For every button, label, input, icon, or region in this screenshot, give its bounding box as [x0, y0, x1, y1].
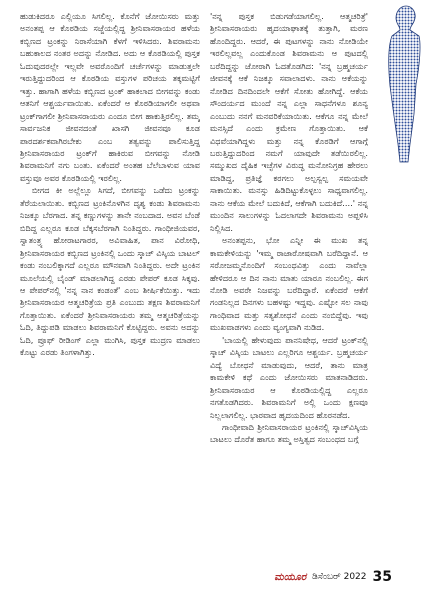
paragraph: ಗಾಂಧೀವಾದಿ ಶ್ರೀನಿವಾಸರಾಯರ ಟ್ರಂಕಿನಲ್ಲಿ ಸ್ಕಾಚ್‌ವಿಸ್ಕಿಯ ಬಾಟಲು ದೊರೆತ ಹಾಗೂ ತಮ್ಮ ಅಸ್ತಿತ್ವದ ಸಂಬಂಧದ ಬಗ್ಗೆ: [210, 421, 368, 445]
paragraph: 'ಬಾಯಲ್ಲಿ ಹೇಳುವುದು ಪಾನನಿಷೇಧ, ಆದರೆ ಟ್ರಂಕ್‌ನಲ್ಲಿ ಸ್ಕಾಚ್ ವಿಸ್ಕಿಯ ಬಾಟಲು ಎಲ್ಲರಿಗೂ ಆಶ್ಚರ್ಯ. ಬ್ರಹ್ಮಚರ್ಯ ವಿದ್ಯೆ ಬೋಧನೆ ಮಾಡುವುದು, ಆದರೆ, ತಾನು ಮಾತ್ರ ಕಾಮಕೇಳಿ ಕಥೆ ಎಂದು ಜೋಯಿಸರು ಮಾತನಾಡಿದರು. ಶ್ರೀನಿವಾಸರಾಯರ ಆ ಕೊಠಡಿಯಲ್ಲಿದ್ದ ಎಲ್ಲರೂ ನಗತೊಡಗಿದರು. ಶಿವರಾಮನಿಗೆ ಅಲ್ಲಿ ಒಂದು ಕ್ಷಣವೂ ನಿಲ್ಲಲಾಗಲಿಲ್ಲ. ಭಾರವಾದ ಹೃದಯದಿಂದ ಹೊರನಡೆದ.: [210, 334, 368, 420]
paragraph: 'ನನ್ನ ಪುಸ್ತಕ ಬಿಡುಗಡೆಯಾಗಲಿಲ್ಲ. ಆತ್ಮಚರಿತ್ರೆ' ಶ್ರೀನಿವಾಸರಾಯರು ಹೃದಯಾಘಾತಕ್ಕೆ ತುತ್ತಾಗಿ, ಮರಣ ಹೊಂದಿದ್ದರು. ಆದರೆ, ಈ ಪುಟಗಳನ್ನು ನಾನು ನೋಡಿಯೇ ಇರಲಿಲ್ಲವಲ್ಲ ಎಂದುಕೊಂಡ ಶಿವರಾಮನು ಆ ಪುಟದಲ್ಲಿ ಬರೆದಿದ್ದನ್ನು ಜೋರಾಗಿ ಓದತೊಡಗಿದ: 'ನನ್ನ ಬ್ರಹ್ಮಚರ್ಯ ಜೀವನಕ್ಕೆ ಆಕೆ ನಿಜಕ್ಕೂ ಸವಾಲಾದಳು. ನಾನು ಆಕೆಯನ್ನು ನೋಡಿದ ದಿನದಿಂದಲೇ ಆಕೆಗೆ ಸೋತು ಹೋಗಿದ್ದೆ. ಆಕೆಯ ಸೌಂದರ್ಯದ ಮುಂದೆ ನನ್ನ ಎಲ್ಲಾ ಸಾಧನೆಗಳೂ ಶೂನ್ಯ ಎಂಬುದು ನನಗೆ ಮನವರಿಕೆಯಾಯಿತು. ಆಕೆಗೂ ನನ್ನ ಮೇಲೆ ಮನಸ್ಸಿದೆ ಎಂದು ಕ್ರಮೇಣ ಗೊತ್ತಾಯಿತು. ಆಕೆ ವಿಧವೆಯಾಗಿದ್ದಳು ಮತ್ತು ನನ್ನ ಕೊಠಡಿಗೆ ಆಗಾಗ್ಗೆ ಬರುತ್ತಿದ್ದುದರಿಂದ ನಮಗೆ ಯಾವುದೇ ತಡೆಯಿರಲಿಲ್ಲ. ಸಮ್ಮುಖದ ದೈಹಿಕ ಇಚ್ಛೆಗಳ ವಿರುದ್ಧ ಮನೋನಿಗ್ರಹ ಹೇರಲು ಮಾಡಿದ್ದ, ಪ್ರತಿಜ್ಞೆ ಕರಗಲು ಅಲ್ಪಸ್ವಲ್ಪ ಸಮಯವೇ ಸಾಕಾಯಿತು. ಮನಸ್ಸು ಹಿಡಿದಿಟ್ಟುಕೊಳ್ಳಲು ಸಾಧ್ಯವಾಗಲಿಲ್ಲ. ನಾನು ಆಕೆಯ ಮೇಲೆ ಬದುಕಿದೆ, ಆಕೆಗಾಗಿ ಬದುಕಿದೆ....' ನನ್ನ ಮುಂದಿನ ಸಾಲುಗಳನ್ನು ಓದಲಾಗದೇ ಶಿವರಾಮನು ಅಪ್ಪಳಿಸಿ ನಿಲ್ಲಿಸಿದ.: [210, 11, 368, 233]
article-columns: [20, 10, 390, 570]
issue-date: ಡಿಸೆಂಬರ್ 2022: [312, 572, 367, 582]
paragraph: ಅನಂತಪ್ಪನು, ಭೋ ಎನ್ನೀ ಈ ಮುಖ ತನ್ನ ಕಾಮಕೇಳಿಯನ್ನು 'ಇಮ್ಮ ರಾಜಾರೋಷವಾಗಿ ಬರೆದಿದ್ದಾನೆ. ಆ ಸರೋಜಮ್ಮನೊಂದಿಗೆ ಸಂಬಂಧವಿತ್ತು ಎಂದು ನಾವೆಲ್ಲಾ ಹೇಳಿದರೂ ಆ ದಿನ ನಾನು ಮಾತು ಯಾರೂ ನಂಬಲಿಲ್ಲ. ಈಗ ನೋಡಿ ಅವರೇ ನಿಜವನ್ನು ಬರೆದಿದ್ದಾರೆ. ಏಕೆಂದರೆ ಆಕೆಗೆ ಗಂಡನಿಲ್ಲದ ದಿನಗಳು ಬಹಳಷ್ಟು ಇದ್ದವು. ಎಷ್ಟೋ ಸಲ ನಾವು ಗಾಂಧಿವಾದ ಮತ್ತು ಸತ್ಯಶೋಧನೆ ಎಂದು ನಂಬಿದ್ದೆವು. ಇವು ಮುಖವಾಡಗಳು ಎಂದು ವ್ಯಂಗ್ಯವಾಗಿ ನುಡಿದ.: [210, 235, 368, 333]
magazine-name: ಮಯೂರ: [274, 571, 307, 583]
right-column: [210, 10, 390, 570]
page-footer: [274, 568, 392, 586]
page-number: 35: [372, 569, 392, 585]
paragraph: ಹುಡುಕಿದರೂ ಎಲ್ಲಿಯೂ ಸಿಗಲಿಲ್ಲ. ಕೊನೆಗೆ ಜೋಯಿಸರು ಮತ್ತು ಅನಂತಪ್ಪ ಆ ಕೊಠಡಿಯ ಸಜ್ಜೆಯಲ್ಲಿದ್ದ ಶ್ರೀನಿವಾಸರಾಯರ ಹಳೆಯ ಕಬ್ಬಿಣದ ಟ್ರಂಕನ್ನು ನಿರಾಸೆಯಾಗಿ ಕೆಳಗೆ ಇಳಿಸಿದರು. ಶಿವರಾಮನು ಬಹುಕಾಲದ ನಂತರ ಅದನ್ನು ನೋಡಿದ. ಅದು ಆ ಕೊಠಡಿಯಲ್ಲಿ ಪುಸ್ತಕ ಓದುವುದರಲ್ಲೇ ಇಲ್ಲವೇ ಅವರೊಂದಿಗೆ ಚರ್ಚೆಗಳನ್ನು ಮಾಡುತ್ತಲೇ ಇರುತ್ತಿದ್ದುದರಿಂದ ಆ ಕೊಠಡಿಯ ವಸ್ತುಗಳ ಪರಿಚಯ ತಕ್ಕಮಟ್ಟಿಗೆ ಇತ್ತು. ಹಾಗಾಗಿ ಹಳೆಯ ಕಬ್ಬಿಣದ ಟ್ರಂಕ್ ಹಾಕಲಾದ ಬೀಗವನ್ನು ಕಂಡು ಆತನಿಗೆ ಆಶ್ಚರ್ಯವಾಯಿತು. ಏಕೆಂದರೆ ಆ ಕೊಠಡಿಯಾಗಲೀ ಅಥವಾ ಟ್ರಂಕ್‌ಗಾಗಲೀ ಶ್ರೀನಿವಾಸರಾಯರು ಎಂದೂ ಬೀಗ ಹಾಕುತ್ತಿರಲಿಲ್ಲ. ತಮ್ಮ ಸಾರ್ವಜನಿಕ ಜೀವನದಂತೆ ಖಾಸಗಿ ಜೀವನವೂ ಕೂಡ ಪಾರದರ್ಶಕವಾಗಿರಬೇಕು ಎಂಬ ತತ್ವವನ್ನು ಪಾಲಿಸುತ್ತಿದ್ದ ಶ್ರೀನಿವಾಸರಾಯರ ಟ್ರಂಕ್‌ಗೆ ಹಾಕಿರುವ ಬೀಗವನ್ನು ನೋಡಿ ಶಿವರಾಮನಿಗೆ ನಗು ಬಂತು. ಏಕೆಂದರೆ ಅಂತಹ ಬೆಲೆಬಾಳುವ ಯಾವ ವಸ್ತುವೂ ಅವರ ಕೊಠಡಿಯಲ್ಲಿ ಇರಲಿಲ್ಲ.: [20, 11, 200, 183]
left-column: [20, 10, 200, 570]
right-column-text: [210, 10, 368, 446]
illustration-figure: [386, 4, 422, 164]
paragraph: ಬೀಗದ ಕೀ ಅಲ್ಲೆಲ್ಲೂ ಸಿಗದೆ, ಬೀಗವನ್ನು ಒಡೆದು ಟ್ರಂಕನ್ನು ತೆರೆಯಲಾಯಿತು. ಕಬ್ಬಿಣದ ಟ್ರಂಕಿನೊಳಗಿನ ದೃಶ್ಯ ಕಂಡು ಶಿವರಾಮನು ನಿಜಕ್ಕೂ ಬೆರಗಾದ. ತನ್ನ ಕಣ್ಣುಗಳನ್ನು ತಾನೇ ನಂಬದಾದ. ಅವನ ಬೆಂಡೆ ಬಿದಿದ್ದ ಎಲ್ಲರೂ ಕೂಡ ಬೆಕ್ಕಸಬೆರಗಾಗಿ ನಿಂತಿದ್ದರು. ಗಾಂಧೀಜಿಯವರ, ಸ್ವಾತಂತ್ರ್ಯ ಹೋರಾಟಗಾರರ, ಅವಿವಾಹಿತ, ಪಾನ ವಿರೋಧಿ, ಶ್ರೀನಿವಾಸರಾಯರ ಕಬ್ಬಿಣದ ಟ್ರಂಕಿನಲ್ಲಿ ಒಂದು ಸ್ಕಾಚ್ ವಿಸ್ಕಿಯ ಬಾಟಲ್ ಕಂಡು ನಂಬಲಿಕ್ಕಾಗದೆ ಎಲ್ಲರೂ ಮೌನವಾಗಿ ನಿಂತಿದ್ದರು. ಅದೇ ಟ್ರಂಕಿನ ಮೂಲೆಯಲ್ಲಿ ಬೈಂಡ್ ಮಾಡಲಾಗಿದ್ದ ಎರಡು ಪೇಪರ್ ಕೂಡ ಸಿಕ್ಕವು. ಆ ಪೇಪರ್‌ನಲ್ಲಿ 'ನನ್ನ ನಾನ ಕಂಡಂತೆ' ಎಂಬ ಶೀರ್ಷಿಕೆಯಿತ್ತು. ಇದು ಶ್ರೀನಿವಾಸರಾಯರ ಆತ್ಮಚರಿತ್ರೆಯ ಪ್ರತಿ ಎಂಬುದು ತಕ್ಷಣ ಶಿವರಾಮನಿಗೆ ಗೊತ್ತಾಯಿತು. ಏಕೆಂದರೆ ಶ್ರೀನಿವಾಸರಾಯರು ತಮ್ಮ ಆತ್ಮಚರಿತ್ರೆಯನ್ನು ಓದಿ, ತಿದ್ದುಪಡಿ ಮಾಡಲು ಶಿವರಾಮನಿಗೆ ಕೊಟ್ಟಿದ್ದರು. ಅವನು ಅದನ್ನು ಓದಿ, ಪ್ರೂಫ್ ರೀಡಿಂಗ್ ಎಲ್ಲಾ ಮುಗಿಸಿ, ಪುಸ್ತಕ ಮುದ್ರಣ ಮಾಡಲು ಕೊಟ್ಟು ಎರಡು ತಿಂಗಳಾಗಿತ್ತು.: [20, 185, 200, 358]
